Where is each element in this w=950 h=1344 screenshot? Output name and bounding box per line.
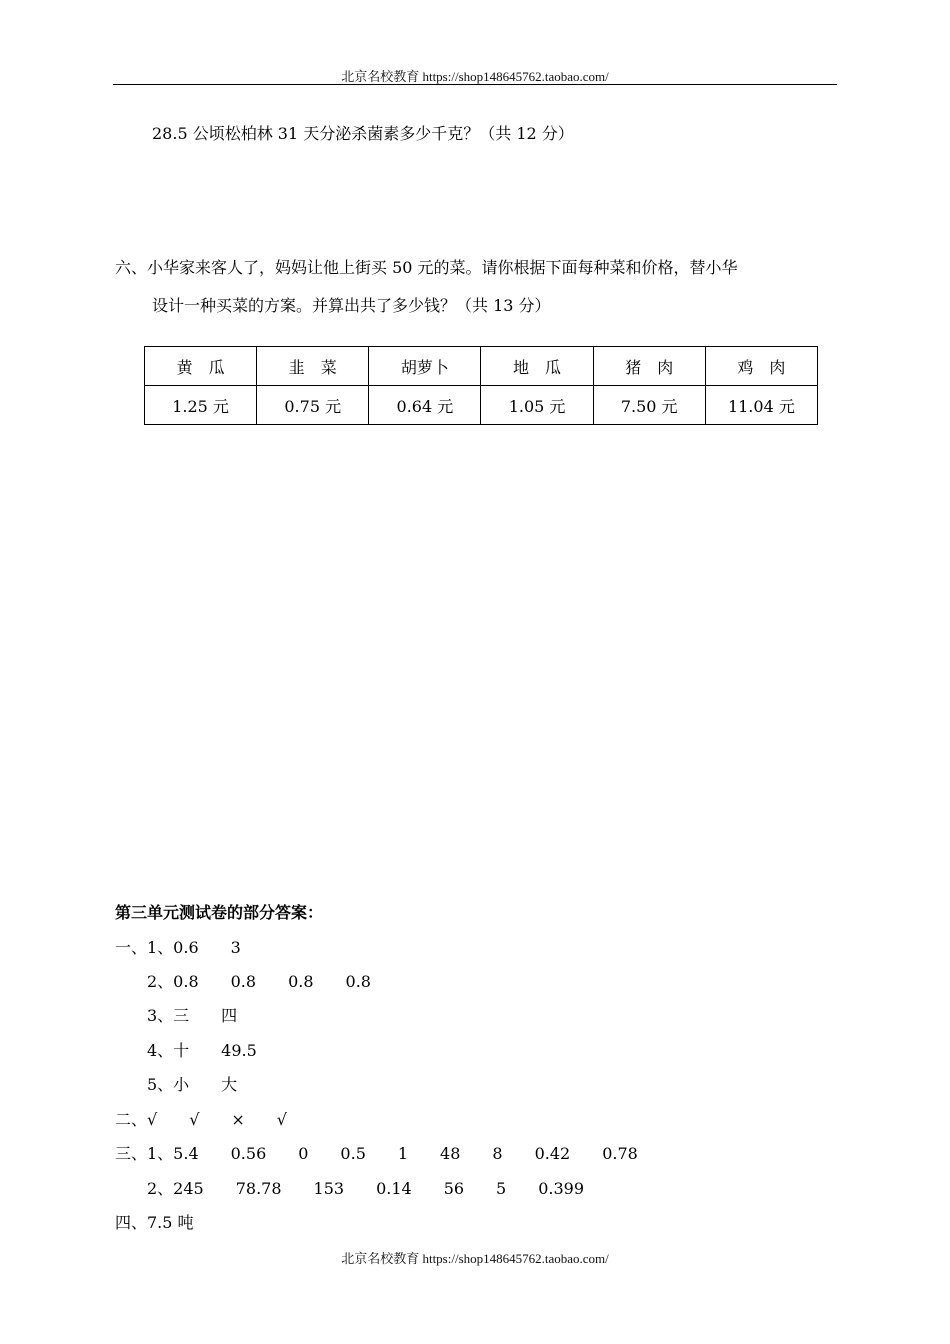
table-cell-name: 地 瓜: [481, 347, 593, 386]
question-6-line-1: 六、小华家来客人了，妈妈让他上街买 50 元的菜。请你根据下面每种菜和价格，替小华: [115, 258, 738, 277]
table-cell-price: 0.75 元: [257, 386, 369, 425]
table-cell-price: 1.25 元: [145, 386, 257, 425]
answer-line: 2、0.8 0.8 0.8 0.8: [115, 972, 371, 991]
table-cell-price: 7.50 元: [593, 386, 705, 425]
table-cell-name: 鸡 肉: [705, 347, 817, 386]
answer-line: 三、1、5.4 0.56 0 0.5 1 48 8 0.42 0.78: [115, 1144, 638, 1163]
answer-line: 一、1、0.6 3: [115, 938, 241, 957]
answer-line: 3、三 四: [115, 1006, 238, 1025]
page-header: 北京名校教育 https://shop148645762.taobao.com/: [341, 69, 609, 84]
answer-line: 二、√ √ × √: [115, 1110, 287, 1129]
table-cell-name: 胡萝卜: [369, 347, 481, 386]
table-cell-name: 韭 菜: [257, 347, 369, 386]
table-cell-name: 黄 瓜: [145, 347, 257, 386]
question-6-line-2: 设计一种买菜的方案。并算出共了多少钱？（共 13 分）: [152, 296, 551, 315]
answer-line: 四、7.5 吨: [115, 1213, 194, 1232]
table-cell-price: 0.64 元: [369, 386, 481, 425]
table-cell-price: 11.04 元: [705, 386, 817, 425]
question-5-continuation: 28.5 公顷松柏林 31 天分泌杀菌素多少千克？（共 12 分）: [152, 124, 574, 143]
answer-line: 2、245 78.78 153 0.14 56 5 0.399: [115, 1179, 585, 1198]
answer-line: 5、小 大: [115, 1075, 238, 1094]
header-rule: [113, 84, 837, 85]
answers-title: 第三单元测试卷的部分答案：: [115, 903, 324, 922]
table-header-row: [145, 347, 818, 386]
page-footer: 北京名校教育 https://shop148645762.taobao.com/: [341, 1251, 609, 1266]
answer-line: 4、十 49.5: [115, 1041, 257, 1060]
table-cell-price: 1.05 元: [481, 386, 593, 425]
table-price-row: [145, 386, 818, 425]
vegetable-price-table: [144, 346, 818, 425]
table-cell-name: 猪 肉: [593, 347, 705, 386]
